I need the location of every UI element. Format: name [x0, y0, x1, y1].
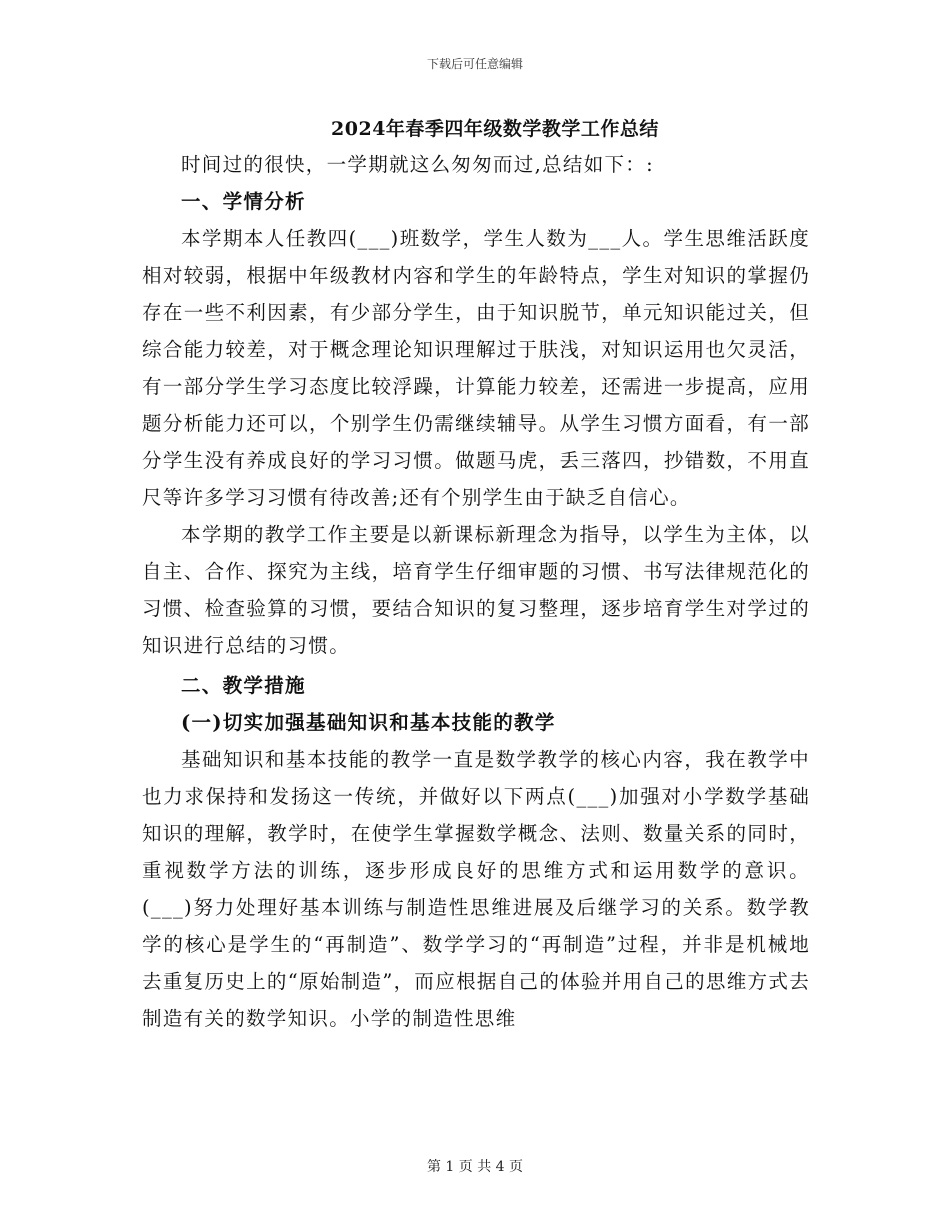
document-body: [142, 146, 810, 1037]
intro-paragraph: 时间过的很快，一学期就这么匆匆而过,总结如下：:: [181, 153, 654, 176]
document-title: 2024年春季四年级数学教学工作总结: [331, 118, 659, 140]
page-header-note: 下载后可任意编辑: [426, 57, 523, 71]
paragraph-teaching-focus: 本学期的教学工作主要是以新课标新理念为指导，以学生为主体，以自主、合作、探究为主线，培育学生仔细审题的习惯、书写法律规范化的习惯、检查验算的习惯，要结合知识的复习整理，逐步培育学生对学过的知识进行总结的习惯。: [142, 523, 810, 657]
paragraph-student-analysis: 本学期本人任教四(___)班数学，学生人数为___人。学生思维活跃度相对较弱，根据中年级教材内容和学生的年龄特点，学生对知识的掌握仍存在一些不利因素，有少部分学生，由于知识脱节，单元知识能过关，但综合能力较差，对于概念理论知识理解过于肤浅，对知识运用也欠灵活，有一部分学生学习态度比较浮躁，计算能力较差，还需进一步提高，应用题分析能力还可以，个别学生仍需继续辅导。从学生习惯方面看，有一部分学生没有养成良好的学习习惯。做题马虎，丢三落四，抄错数，不用直尺等许多学习习惯有待改善;还有个别学生由于缺乏自信心。: [142, 227, 810, 509]
section-heading-measures: 二、教学措施: [181, 674, 306, 697]
paragraph-basics: 基础知识和基本技能的教学一直是数学教学的核心内容，我在教学中也力求保持和发扬这一传统，并做好以下两点(___)加强对小学数学基础知识的理解，教学时，在使学生掌握数学概念、法则、数量关系的同时，重视数学方法的训练，逐步形成良好的思维方式和运用数学的意识。(___)努力处理好基本训练与制造性思维进展及后继学习的关系。数学教学的核心是学生的“再制造”、数学学习的“再制造”过程，并非是机械地去重复历史上的“原始制造”，而应根据自己的体验并用自己的思维方式去制造有关的数学知识。小学的制造性思维: [142, 748, 810, 1030]
section-heading-analysis: 一、学情分析: [181, 190, 306, 213]
page-number: 第 1 页 共 4 页: [426, 1159, 524, 1175]
subsection-heading-basics: (一)切实加强基础知识和基本技能的教学: [181, 711, 556, 734]
